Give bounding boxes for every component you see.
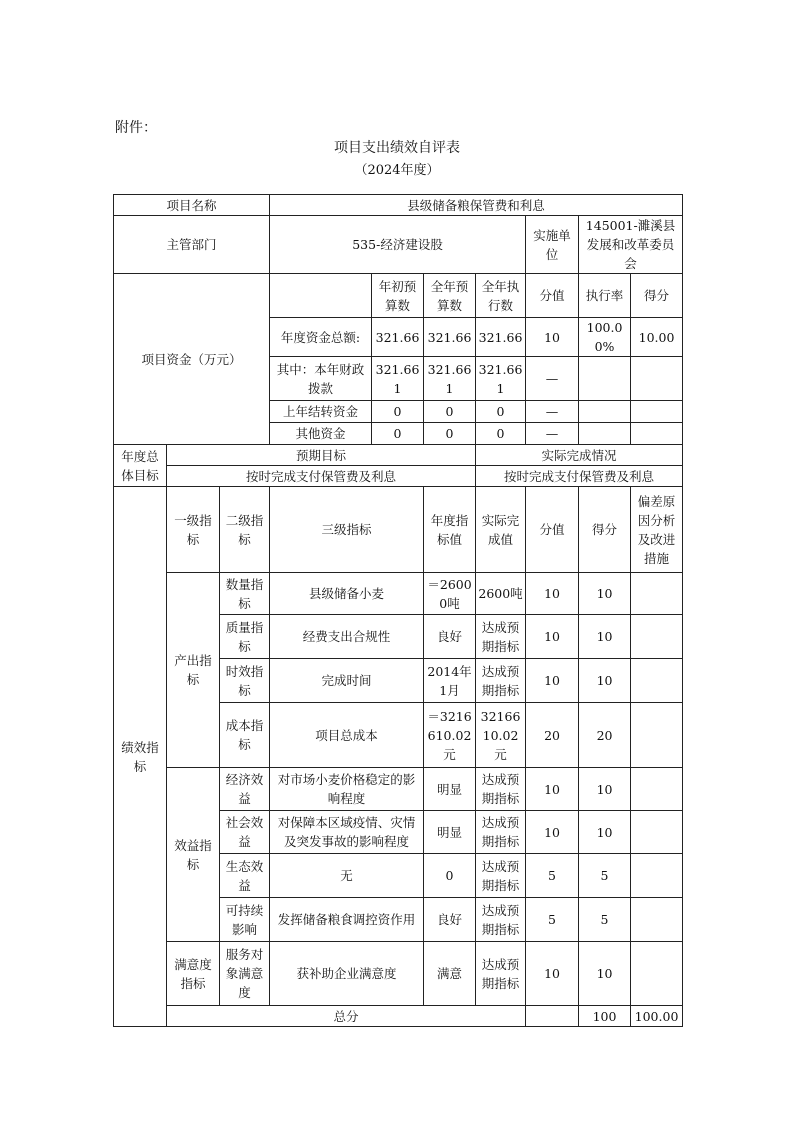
indicator-deviation	[631, 768, 683, 811]
funds-row-value: 10	[526, 318, 579, 357]
indicator-actual: 达成预期指标	[476, 768, 526, 811]
funds-row-label: 上年结转资金	[270, 401, 372, 423]
indicator-l2: 生态效益	[220, 854, 270, 898]
indicator-l3: 获补助企业满意度	[270, 942, 424, 1006]
row-dept	[114, 216, 683, 274]
funds-label: 项目资金（万元）	[114, 274, 270, 445]
indicator-row	[114, 768, 683, 811]
indicator-l2: 可持续影响	[220, 898, 270, 942]
funds-row-initial: 0	[372, 401, 424, 423]
funds-row-executed: 321.661	[476, 357, 526, 401]
funds-row-full: 0	[424, 401, 476, 423]
indicator-l2: 成本指标	[220, 703, 270, 768]
indicator-value: 5	[526, 854, 579, 898]
indicator-value: 10	[526, 573, 579, 615]
funds-header-value: 分值	[526, 274, 579, 318]
indicator-l2: 数量指标	[220, 573, 270, 615]
funds-row-rate	[579, 423, 631, 445]
attachment-label: 附件：	[115, 120, 157, 136]
funds-row-rate	[579, 401, 631, 423]
indicator-actual: 达成预期指标	[476, 854, 526, 898]
funds-row-executed: 0	[476, 423, 526, 445]
indicator-deviation	[631, 811, 683, 854]
funds-row-label: 年度资金总额:	[270, 318, 372, 357]
funds-row-score	[631, 357, 683, 401]
form-year: （2024年度）	[354, 163, 440, 178]
indicator-deviation	[631, 573, 683, 615]
output-label: 产出指标	[167, 573, 220, 768]
row-project-name	[114, 195, 683, 216]
total-score: 100.00	[631, 1006, 683, 1027]
indicator-l3: 发挥储备粮食调控资作用	[270, 898, 424, 942]
funds-header-score: 得分	[631, 274, 683, 318]
funds-row-score	[631, 401, 683, 423]
indicator-score: 10	[579, 615, 631, 659]
indicator-actual: 达成预期指标	[476, 615, 526, 659]
indicator-deviation	[631, 854, 683, 898]
indicator-l3: 完成时间	[270, 659, 424, 703]
funds-row-rate: 100.00%	[579, 318, 631, 357]
indicator-target: 明显	[424, 811, 476, 854]
indicator-value: 10	[526, 659, 579, 703]
indicator-score: 10	[579, 659, 631, 703]
indicator-l3: 经费支出合规性	[270, 615, 424, 659]
indicator-deviation	[631, 703, 683, 768]
indicator-target: 0	[424, 854, 476, 898]
indicator-deviation	[631, 942, 683, 1006]
perf-header-actual: 实际完成值	[476, 487, 526, 573]
perf-header-target: 年度指标值	[424, 487, 476, 573]
indicator-deviation	[631, 659, 683, 703]
indicator-score: 5	[579, 898, 631, 942]
row-funds-header	[114, 274, 683, 318]
benefit-label: 效益指标	[167, 768, 220, 942]
perf-header-deviation: 偏差原因分析及改进措施	[631, 487, 683, 573]
funds-row-executed: 321.66	[476, 318, 526, 357]
indicator-l2: 时效指标	[220, 659, 270, 703]
funds-row-full: 321.661	[424, 357, 476, 401]
indicator-score: 10	[579, 768, 631, 811]
indicator-l2: 经济效益	[220, 768, 270, 811]
indicator-score: 10	[579, 942, 631, 1006]
indicator-row	[114, 942, 683, 1006]
goal-label: 年度总体目标	[114, 445, 167, 487]
indicator-target: ＝3216610.02元	[424, 703, 476, 768]
indicator-score: 20	[579, 703, 631, 768]
funds-header-full: 全年预算数	[424, 274, 476, 318]
row-perf-header	[114, 487, 683, 573]
funds-row-value: —	[526, 401, 579, 423]
indicator-deviation	[631, 898, 683, 942]
row-goal-values	[114, 466, 683, 487]
project-name-label: 项目名称	[114, 195, 270, 216]
indicator-target: ＝26000吨	[424, 573, 476, 615]
funds-row-value: —	[526, 423, 579, 445]
funds-row-value: —	[526, 357, 579, 401]
total-blank	[526, 1006, 579, 1027]
dept-value: 535-经济建设股	[270, 216, 526, 274]
impl-value: 145001-濉溪县发展和改革委员会	[579, 216, 683, 274]
indicator-row	[114, 573, 683, 615]
funds-header-initial: 年初预算数	[372, 274, 424, 318]
indicator-deviation	[631, 615, 683, 659]
indicator-l3: 项目总成本	[270, 703, 424, 768]
indicator-actual: 3216610.02元	[476, 703, 526, 768]
project-name-value: 县级储备粮保管费和利息	[270, 195, 683, 216]
satisfaction-label: 满意度指标	[167, 942, 220, 1006]
row-total	[114, 1006, 683, 1027]
funds-row-executed: 0	[476, 401, 526, 423]
indicator-value: 10	[526, 811, 579, 854]
funds-row-initial: 0	[372, 423, 424, 445]
indicator-target: 良好	[424, 615, 476, 659]
funds-header-executed: 全年执行数	[476, 274, 526, 318]
indicator-l3: 无	[270, 854, 424, 898]
perf-header-value: 分值	[526, 487, 579, 573]
indicator-value: 10	[526, 942, 579, 1006]
indicator-score: 10	[579, 573, 631, 615]
goal-actual-label: 实际完成情况	[476, 445, 683, 466]
indicator-target: 明显	[424, 768, 476, 811]
goal-expected: 按时完成支付保管费及利息	[167, 466, 476, 487]
funds-row-initial: 321.661	[372, 357, 424, 401]
perf-header-level1: 一级指标	[167, 487, 220, 573]
funds-row-score	[631, 423, 683, 445]
funds-row-full: 321.66	[424, 318, 476, 357]
funds-row-label: 其中：本年财政拨款	[270, 357, 372, 401]
indicator-target: 满意	[424, 942, 476, 1006]
dept-label: 主管部门	[114, 216, 270, 274]
total-value: 100	[579, 1006, 631, 1027]
indicator-l3: 对市场小麦价格稳定的影响程度	[270, 768, 424, 811]
perf-header-level2: 二级指标	[220, 487, 270, 573]
indicator-actual: 达成预期指标	[476, 659, 526, 703]
funds-row-full: 0	[424, 423, 476, 445]
indicator-l2: 质量指标	[220, 615, 270, 659]
funds-row-score: 10.00	[631, 318, 683, 357]
funds-header-rate: 执行率	[579, 274, 631, 318]
indicator-actual: 达成预期指标	[476, 811, 526, 854]
form-title: 项目支出绩效自评表	[334, 140, 460, 156]
indicator-l3: 对保障本区域疫情、灾情及突发事故的影响程度	[270, 811, 424, 854]
indicator-l3: 县级储备小麦	[270, 573, 424, 615]
indicator-value: 10	[526, 615, 579, 659]
funds-row-initial: 321.66	[372, 318, 424, 357]
indicator-value: 5	[526, 898, 579, 942]
indicator-l2: 服务对象满意度	[220, 942, 270, 1006]
indicator-score: 5	[579, 854, 631, 898]
indicator-target: 良好	[424, 898, 476, 942]
funds-header-blank	[270, 274, 372, 318]
evaluation-table	[113, 194, 683, 1027]
indicator-actual: 达成预期指标	[476, 942, 526, 1006]
indicator-target: 2014年1月	[424, 659, 476, 703]
perf-label: 绩效指标	[114, 487, 167, 1027]
funds-row-label: 其他资金	[270, 423, 372, 445]
funds-row-rate	[579, 357, 631, 401]
indicator-score: 10	[579, 811, 631, 854]
indicator-value: 10	[526, 768, 579, 811]
perf-header-level3: 三级指标	[270, 487, 424, 573]
indicator-actual: 达成预期指标	[476, 898, 526, 942]
goal-actual: 按时完成支付保管费及利息	[476, 466, 683, 487]
indicator-actual: 2600吨	[476, 573, 526, 615]
indicator-value: 20	[526, 703, 579, 768]
impl-label: 实施单位	[526, 216, 579, 274]
indicator-l2: 社会效益	[220, 811, 270, 854]
row-goal-header	[114, 445, 683, 466]
perf-header-score: 得分	[579, 487, 631, 573]
total-label: 总分	[167, 1006, 526, 1027]
goal-expected-label: 预期目标	[167, 445, 476, 466]
